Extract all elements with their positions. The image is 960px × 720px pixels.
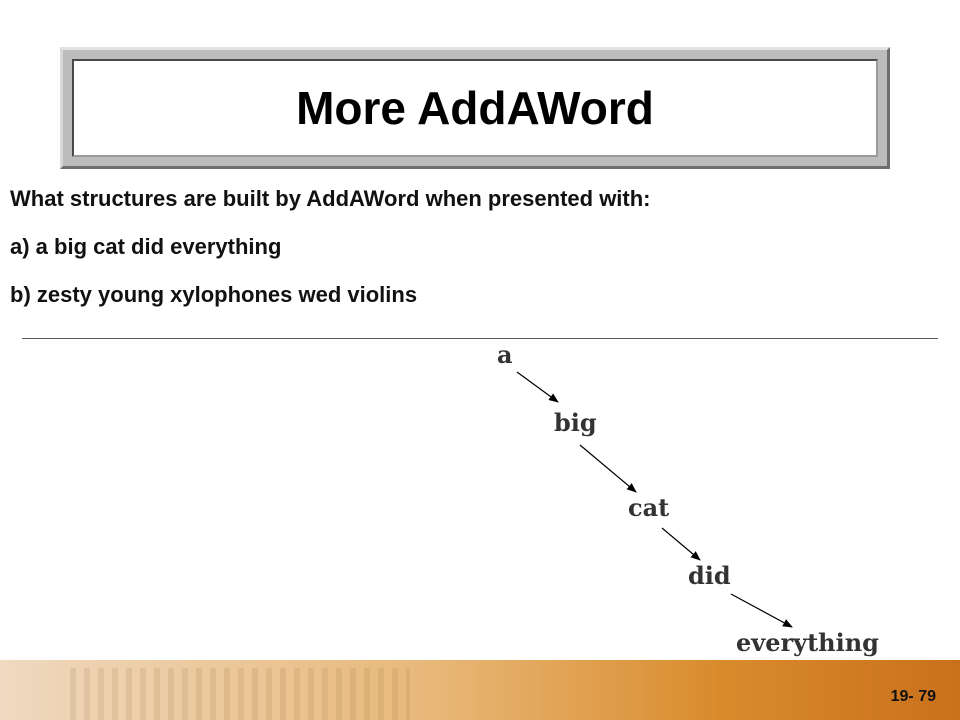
arrow-big-to-cat [580,445,636,492]
slide-number: 19- 79 [890,688,936,705]
word-node-everything: everything [736,628,879,657]
prompt-text: What structures are built by AddAWord when presented with: [10,186,651,211]
footer-band [0,660,960,720]
word-node-cat: cat [628,493,670,522]
slide-title: More AddAWord [296,82,654,134]
arrow-a-to-big [517,372,558,402]
word-node-big: big [554,408,597,437]
word-node-a: a [497,340,513,369]
circuit-board-decoration [70,668,410,720]
word-node-did: did [688,561,731,590]
arrow-cat-to-did [662,528,700,560]
item-b: b) zesty young xylophones wed violins [10,282,418,307]
arrow-did-to-everything [731,594,792,627]
item-a: a) a big cat did everything [10,234,282,259]
